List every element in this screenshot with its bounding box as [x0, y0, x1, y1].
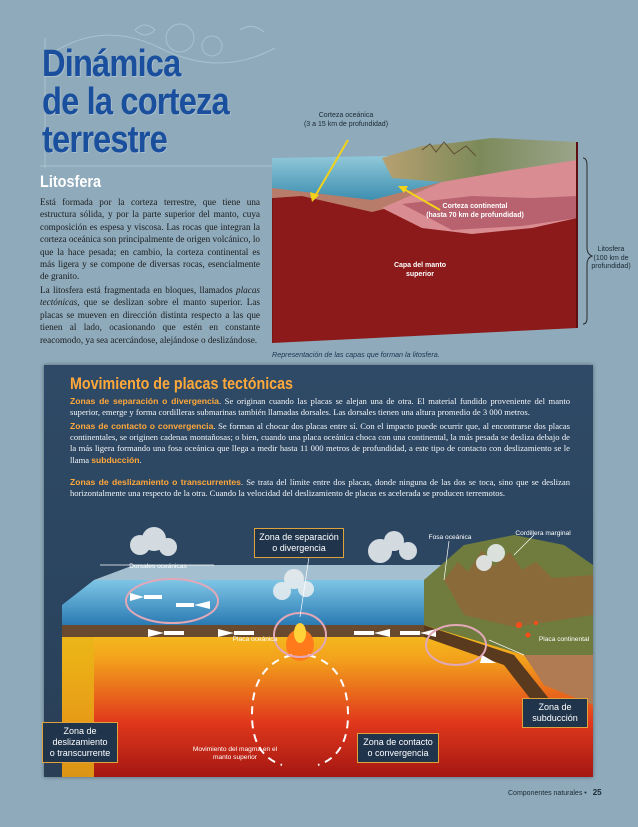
tag-subduction-zone: Zona de subducción [522, 698, 588, 728]
litosfera-paragraph-2: La litosfera está fragmentada en bloques, llamados placas tectónicas, que se deslizan sobre el manto superior. Las placas se mueven en dirección distinta respecto a las que tienen al lado, ocasionando que estén en constante reacomodo, ya sea acercándose, alejándose o deslizándose. [40, 285, 260, 345]
page-title-line-2: de la corteza [42, 81, 229, 123]
lithosphere-layers-diagram [272, 138, 602, 348]
litosfera-paragraph-1: Está formada por la corteza terrestre, que tiene una estructura sólida, y por la parte superior del manto, cuya composición es espesa y viscosa. Las rocas que integran la corteza oceánica son principalmente de origen volcánico, lo que la hace pesada; en cambio, la corteza continental es más ligera y se compone de diversas rocas, esencialmente de granito. [40, 197, 260, 282]
page-title-line-3: terrestre [42, 119, 167, 161]
page-title-line-1: Dinámica [42, 43, 181, 85]
tag-transform-zone: Zona de deslizamiento o transcurrente [42, 722, 118, 763]
label-ocean-trench: Fosa oceánica [428, 534, 472, 541]
label-upper-mantle: Capa del manto superior [393, 262, 447, 278]
transform-paragraph: Zonas de deslizamiento o transcurrentes. Se trata del límite entre dos placas, donde ninguna de las dos se toca, sino que se deslizan horizontalmente una respecto de la otra. Cuando la velocidad del deslizamiento de placas es acelerada se producen terremotos. [70, 477, 570, 499]
page-footer: Componentes naturales • 25 [508, 788, 602, 797]
plate-tectonics-title: Movimiento de placas tectónicas [70, 374, 293, 393]
tag-divergence-zone: Zona de separación o divergencia [254, 528, 344, 558]
tag-convergence-zone: Zona de contacto o convergencia [357, 733, 439, 763]
label-ocean-ridges: Dorsales oceánicas [129, 563, 187, 570]
label-continental-plate: Placa continental [538, 636, 590, 643]
label-ocean-crust: Corteza oceánica (3 a 15 km de profundidad) [303, 112, 389, 128]
label-continental-crust: Corteza continental (hasta 70 km de profundidad) [426, 203, 524, 219]
label-magma-movement: Movimiento del magma en el manto superior [192, 746, 278, 761]
label-oceanic-plate: Placa oceánica [232, 636, 278, 643]
label-marginal-range: Cordillera marginal [515, 530, 571, 537]
section-heading-litosfera: Litosfera [40, 172, 102, 191]
label-lithosphere-depth: Litosfera (100 km de profundidad) [591, 246, 631, 270]
divergence-paragraph: Zonas de separación o divergencia. Se originan cuando las placas se alejan una de otra. El material fundido proveniente del manto superior, emerge y forma cordilleras submarinas también llamadas dorsales. Las dorsales tienen una altura promedio de 3 000 metros. [70, 396, 570, 418]
diagram-caption: Representación de las capas que forman la litosfera. [272, 350, 440, 359]
convergence-paragraph: Zonas de contacto o convergencia. Se forman al chocar dos placas entre sí. Con el impacto puede ocurrir que, al encontrarse dos placas continentales, se originen cadenas montañosas; o bien, cuando una placa oceánica choca con una continental, la más pesada se desliza debajo de la más ligera formando una fosa oceánica que llega a medir hasta 11 000 metros de profundidad, a este tipo de contacto con deslizamiento se le llama subducción. [70, 421, 570, 465]
